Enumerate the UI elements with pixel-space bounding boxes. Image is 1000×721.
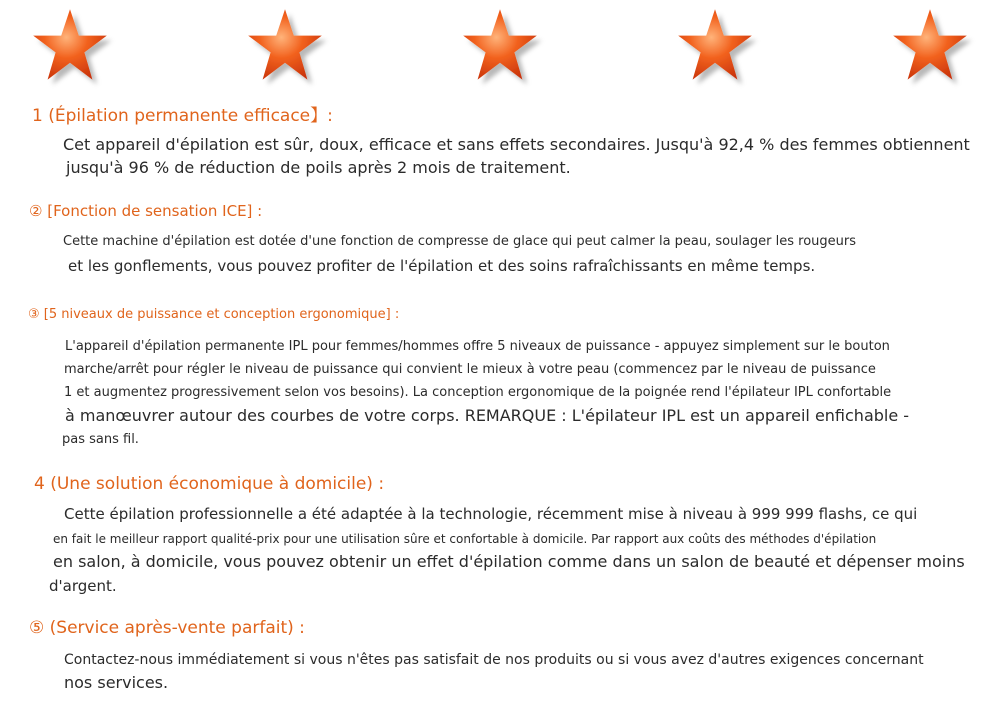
star-icon: [245, 6, 325, 86]
section-5-line-2: nos services.: [64, 673, 169, 692]
section-3-line-1: L'appareil d'épilation permanente IPL pour femmes/hommes offre 5 niveaux de puissance - appuyez simplement sur le bouton: [65, 339, 890, 354]
section-3-line-4: à manœuvrer autour des courbes de votre corps. REMARQUE : L'épilateur IPL est un appareil enfichable -: [65, 406, 910, 425]
section-3-line-3: 1 et augmentez progressivement selon vos besoins). La conception ergonomique de la poignée rend l'épilateur IPL confortable: [64, 385, 892, 400]
section-1-line-2: jusqu'à 96 % de réduction de poils après 2 mois de traitement.: [66, 158, 571, 177]
star-icon: [30, 6, 110, 86]
section-3-line-5: pas sans fil.: [62, 432, 139, 447]
star-icon: [890, 6, 970, 86]
section-1-heading: 1 (Épilation permanente efficace】:: [32, 106, 333, 126]
section-4-line-3: en salon, à domicile, vous pouvez obtenir un effet d'épilation comme dans un salon de beauté et dépenser moins: [53, 552, 965, 571]
section-5-heading: ⑤ (Service après-vente parfait) :: [29, 618, 305, 638]
section-2-line-1: Cette machine d'épilation est dotée d'une fonction de compresse de glace qui peut calmer la peau, soulager les rougeurs: [63, 234, 857, 249]
star-icon: [460, 6, 540, 86]
section-5-line-1: Contactez-nous immédiatement si vous n'êtes pas satisfait de nos produits ou si vous avez d'autres exigences concernant: [64, 652, 924, 668]
section-1-line-1: Cet appareil d'épilation est sûr, doux, efficace et sans effets secondaires. Jusqu'à 92,4 % des femmes obtiennent: [63, 135, 970, 154]
section-4-line-4: d'argent.: [49, 577, 117, 595]
section-4-heading: 4 (Une solution économique à domicile) :: [34, 474, 385, 494]
star-rating: [0, 0, 1000, 95]
section-3-heading: ③ [5 niveaux de puissance et conception ergonomique] :: [28, 307, 400, 322]
section-2-heading: ② [Fonction de sensation ICE] :: [29, 202, 263, 220]
section-3-line-2: marche/arrêt pour régler le niveau de puissance qui convient le mieux à votre peau (commencez par le niveau de puissance: [64, 362, 876, 377]
star-icon: [675, 6, 755, 86]
section-4-line-2: en fait le meilleur rapport qualité-prix pour une utilisation sûre et confortable à domicile. Par rapport aux coûts des méthodes d'épilation: [53, 532, 877, 546]
section-4-line-1: Cette épilation professionnelle a été adaptée à la technologie, récemment mise à niveau à 999 999 flashs, ce qui: [64, 505, 918, 523]
section-2-line-2: et les gonflements, vous pouvez profiter de l'épilation et des soins rafraîchissants en même temps.: [68, 257, 816, 275]
